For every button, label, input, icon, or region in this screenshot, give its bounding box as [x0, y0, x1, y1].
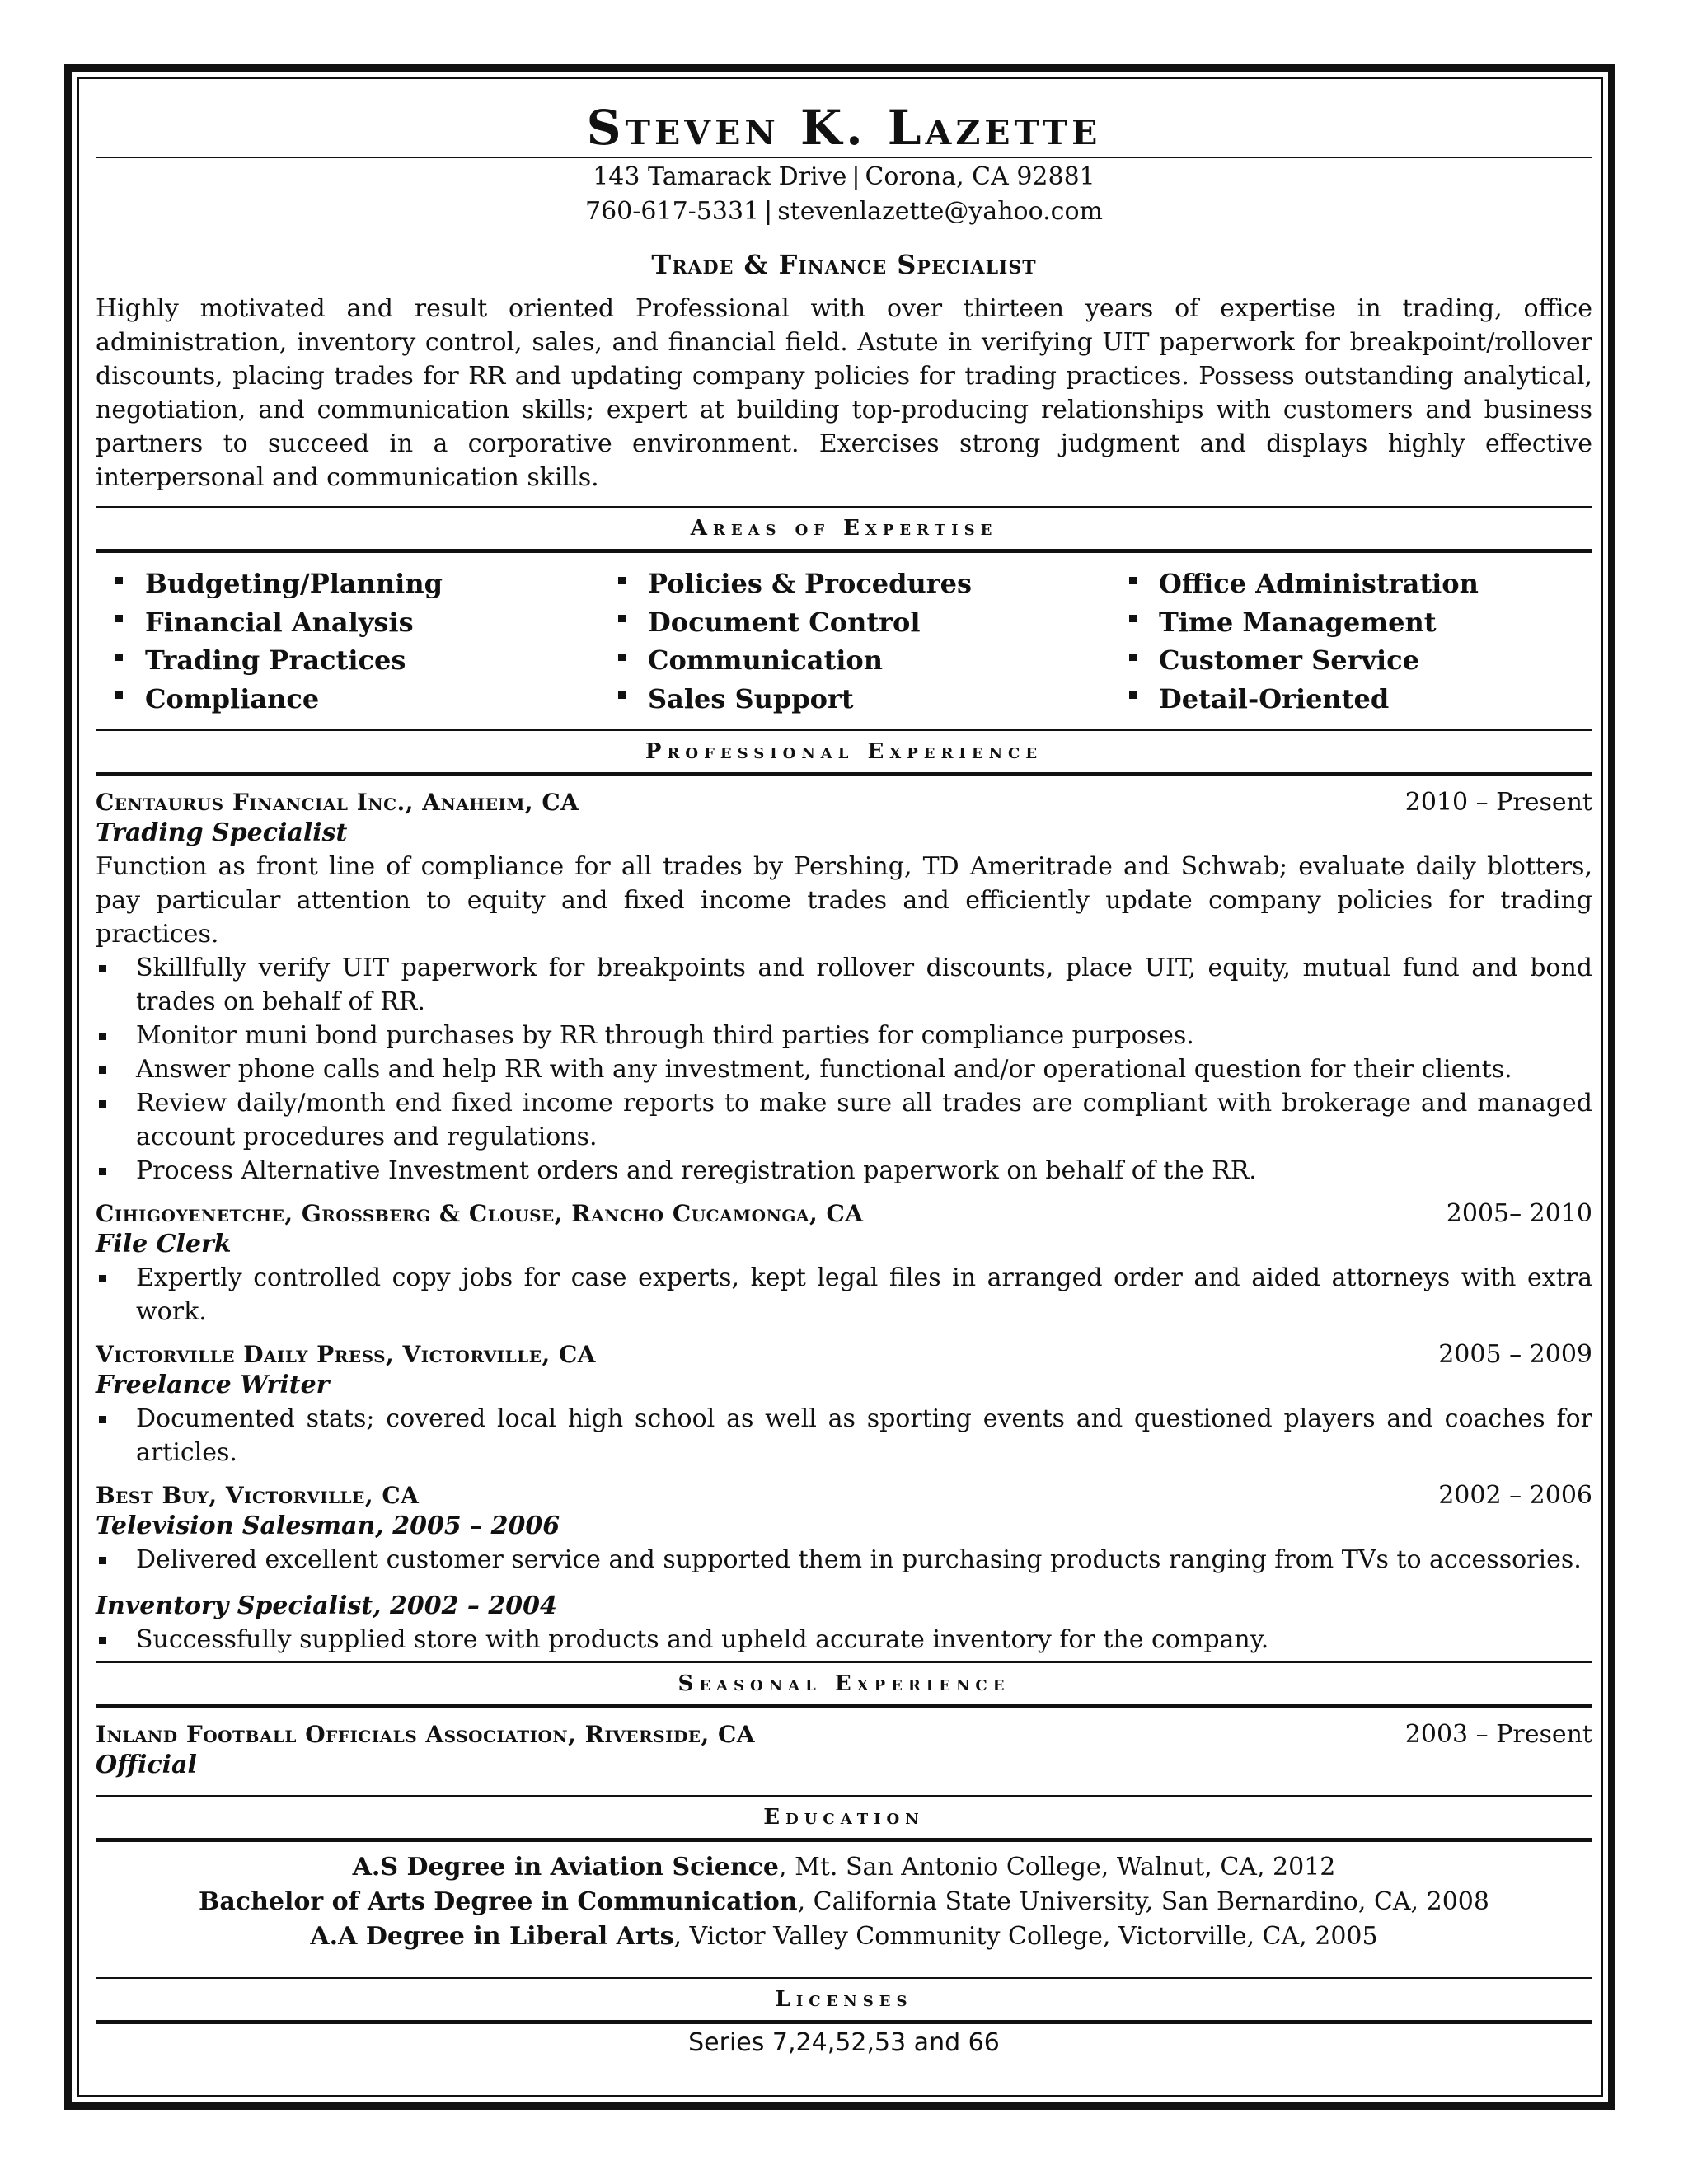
expertise-label: Compliance: [145, 682, 320, 715]
bullet-text: Documented stats; covered local high school as well as sporting events and questioned players and coaches for articles.: [136, 1404, 1592, 1467]
expertise-label: Financial Analysis: [145, 606, 414, 638]
job-dates: 2002 – 2006: [1438, 1481, 1592, 1510]
bullet-icon: [1129, 654, 1137, 661]
bullet-icon: [99, 965, 106, 972]
expertise-column: [115, 565, 618, 718]
bullet-icon: [99, 1557, 106, 1564]
section-title-expertise: Areas of Expertise: [690, 516, 998, 541]
email-address: stevenlazette@yahoo.com: [777, 197, 1103, 226]
job-dates: 2005– 2010: [1446, 1199, 1592, 1228]
job-entry: [96, 1199, 1592, 1329]
job-header: [96, 1481, 1592, 1510]
job-entry: [96, 1340, 1592, 1469]
expertise-label: Trading Practices: [145, 644, 406, 676]
candidate-name: Steven K. Lazette: [586, 100, 1102, 156]
expertise-label: Customer Service: [1159, 644, 1420, 676]
expertise-label: Budgeting/Planning: [145, 568, 443, 599]
city-state-zip: Corona, CA 92881: [865, 162, 1095, 191]
job-company: Centaurus Financial Inc., Anaheim, CA: [96, 789, 579, 816]
expertise-label: Office Administration: [1159, 568, 1479, 599]
expertise-item: [115, 680, 618, 719]
degree-details: , California State University, San Bernardino, CA, 2008: [797, 1887, 1489, 1916]
section-title-experience: Professional Experience: [645, 739, 1043, 764]
expertise-label: Document Control: [648, 606, 921, 638]
phone-number: 760-617-5331: [585, 197, 760, 226]
bullet-text: Review daily/month end fixed income reports to make sure all trades are compliant with brokerage and managed account procedures and regulations.: [136, 1089, 1592, 1151]
expertise-item: [618, 641, 1129, 680]
bullet-text: Delivered excellent customer service and supported them in purchasing products ranging from TVs to accessories.: [136, 1545, 1582, 1574]
contact-block: [96, 160, 1592, 229]
job-dates: 2003 – Present: [1404, 1720, 1592, 1749]
job-role: Official: [96, 1750, 197, 1779]
degree-name: Bachelor of Arts Degree in Communication: [199, 1887, 798, 1916]
job-entry: [96, 788, 1592, 1188]
list-item: [96, 1402, 1592, 1469]
bullet-icon: [115, 577, 123, 584]
job-company: Inland Football Officials Association, Riverside, CA: [96, 1721, 756, 1748]
list-item: [96, 1623, 1592, 1657]
list-item: [96, 951, 1592, 1019]
job-bullets: [96, 951, 1592, 1188]
contact-separator: |: [764, 197, 773, 226]
professional-headline: Trade & Finance Specialist: [651, 249, 1037, 280]
bullet-icon: [115, 654, 123, 661]
expertise-item: [115, 565, 618, 603]
list-item: [96, 1019, 1592, 1052]
job-company: Victorville Daily Press, Victorville, CA: [96, 1341, 596, 1368]
phone-email-line: [96, 194, 1592, 229]
job-entry: [96, 1481, 1592, 1657]
list-item: [96, 1543, 1592, 1577]
bullet-icon: [99, 1416, 106, 1423]
street-address: 143 Tamarack Drive: [593, 162, 847, 191]
bullet-icon: [99, 1637, 106, 1644]
bullet-text: Process Alternative Investment orders and reregistration paperwork on behalf of the RR.: [136, 1156, 1257, 1185]
job-bullets: [96, 1543, 1592, 1577]
section-rule-bottom: [96, 772, 1592, 776]
expertise-label: Sales Support: [648, 682, 854, 715]
job-role: File Clerk: [96, 1230, 232, 1258]
section-rule-bottom: [96, 1704, 1592, 1708]
bullet-text: Skillfully verify UIT paperwork for breakpoints and rollover discounts, place UIT, equity, mutual fund and bond trades on behalf of RR.: [136, 954, 1592, 1016]
job-dates: 2010 – Present: [1404, 788, 1592, 817]
expertise-item: [1129, 680, 1612, 719]
degree-details: , Mt. San Antonio College, Walnut, CA, 2012: [779, 1853, 1336, 1882]
expertise-label: Detail-Oriented: [1159, 682, 1390, 715]
list-item: [96, 1086, 1592, 1154]
license-list: Series 7,24,52,53 and 66: [688, 2028, 1000, 2057]
education-item: [96, 1850, 1592, 1885]
expertise-label: Policies & Procedures: [648, 568, 973, 599]
bullet-icon: [1129, 691, 1137, 699]
degree-details: , Victor Valley Community College, Victorville, CA, 2005: [673, 1922, 1378, 1951]
bullet-text: Monitor muni bond purchases by RR through third parties for compliance purposes.: [136, 1021, 1194, 1050]
job-header: [96, 1340, 1592, 1369]
bullet-text: Successfully supplied store with products and upheld accurate inventory for the company.: [136, 1625, 1269, 1654]
job-bullets: [96, 1261, 1592, 1329]
degree-name: A.A Degree in Liberal Arts: [310, 1922, 674, 1951]
job-bullets: [96, 1402, 1592, 1469]
expertise-item: [1129, 603, 1612, 642]
expertise-column: [1129, 565, 1612, 718]
professional-summary: Highly motivated and result oriented Professional with over thirteen years of expertise in trading, office administration, inventory control, sales, and financial field. Astute in verifying UIT paperwork for breakpoint/rollover discounts, placing trades for RR and updating company policies for trading practices. Possess outstanding analytical, negotiation, and communication skills; expert at building top-producing relationships with customers and business partners to succeed in a corporative environment. Exercises strong judgment and displays highly effective interpersonal and communication skills.: [96, 294, 1592, 492]
bullet-text: Expertly controlled copy jobs for case experts, kept legal files in arranged order and aided attorneys with extra work.: [136, 1263, 1592, 1326]
section-title-licenses: Licenses: [775, 1987, 913, 2012]
expertise-label: Time Management: [1159, 606, 1437, 638]
bullet-icon: [115, 691, 123, 699]
list-item: [96, 1261, 1592, 1329]
expertise-item: [618, 680, 1129, 719]
degree-name: A.S Degree in Aviation Science: [352, 1853, 780, 1882]
expertise-item: [115, 641, 618, 680]
bullet-icon: [115, 615, 123, 622]
education-item: [96, 1885, 1592, 1919]
job-dates: 2005 – 2009: [1438, 1340, 1592, 1369]
bullet-icon: [618, 615, 626, 622]
job-header: [96, 788, 1592, 817]
expertise-item: [618, 603, 1129, 642]
contact-separator: |: [851, 162, 860, 191]
job-role: Freelance Writer: [96, 1371, 330, 1399]
bullet-icon: [1129, 615, 1137, 622]
job-header: [96, 1199, 1592, 1228]
bullet-icon: [618, 577, 626, 584]
section-title-seasonal: Seasonal Experience: [678, 1671, 1010, 1696]
bullet-icon: [1129, 577, 1137, 584]
bullet-text: Answer phone calls and help RR with any investment, functional and/or operational question for their clients.: [136, 1055, 1512, 1084]
list-item: [96, 1154, 1592, 1188]
bullet-icon: [99, 1275, 106, 1282]
seasonal-entry: [96, 1720, 1592, 1782]
expertise-item: [115, 603, 618, 642]
expertise-label: Communication: [648, 644, 883, 676]
bullet-icon: [99, 1066, 106, 1074]
job-description: Function as front line of compliance for all trades by Pershing, TD Ameritrade and Schwab; evaluate daily blotters, pay particular attention to equity and fixed income trades and efficiently update company policies for trading practices.: [96, 852, 1592, 949]
education-list: [96, 1842, 1592, 1977]
expertise-column: [618, 565, 1129, 718]
expertise-item: [618, 565, 1129, 603]
bullet-icon: [618, 654, 626, 661]
job-role: Trading Specialist: [96, 818, 348, 847]
job-role: Television Salesman, 2005 – 2006: [96, 1511, 560, 1540]
job-bullets: [96, 1623, 1592, 1657]
job-role: Inventory Specialist, 2002 – 2004: [96, 1591, 557, 1620]
address-line: [96, 160, 1592, 194]
header-divider: [96, 157, 1592, 158]
job-company: Best Buy, Victorville, CA: [96, 1482, 420, 1509]
expertise-item: [1129, 565, 1612, 603]
resume-page: [96, 99, 1592, 2060]
section-title-education: Education: [763, 1805, 925, 1830]
list-item: [96, 1052, 1592, 1086]
expertise-grid: [96, 553, 1592, 729]
job-company: Cihigoyenetche, Grossberg & Clouse, Rancho Cucamonga, CA: [96, 1200, 864, 1227]
bullet-icon: [99, 1033, 106, 1040]
bullet-icon: [618, 691, 626, 699]
expertise-item: [1129, 641, 1612, 680]
bullet-icon: [99, 1168, 106, 1175]
job-header: [96, 1720, 1592, 1749]
education-item: [96, 1919, 1592, 1954]
bullet-icon: [99, 1100, 106, 1108]
